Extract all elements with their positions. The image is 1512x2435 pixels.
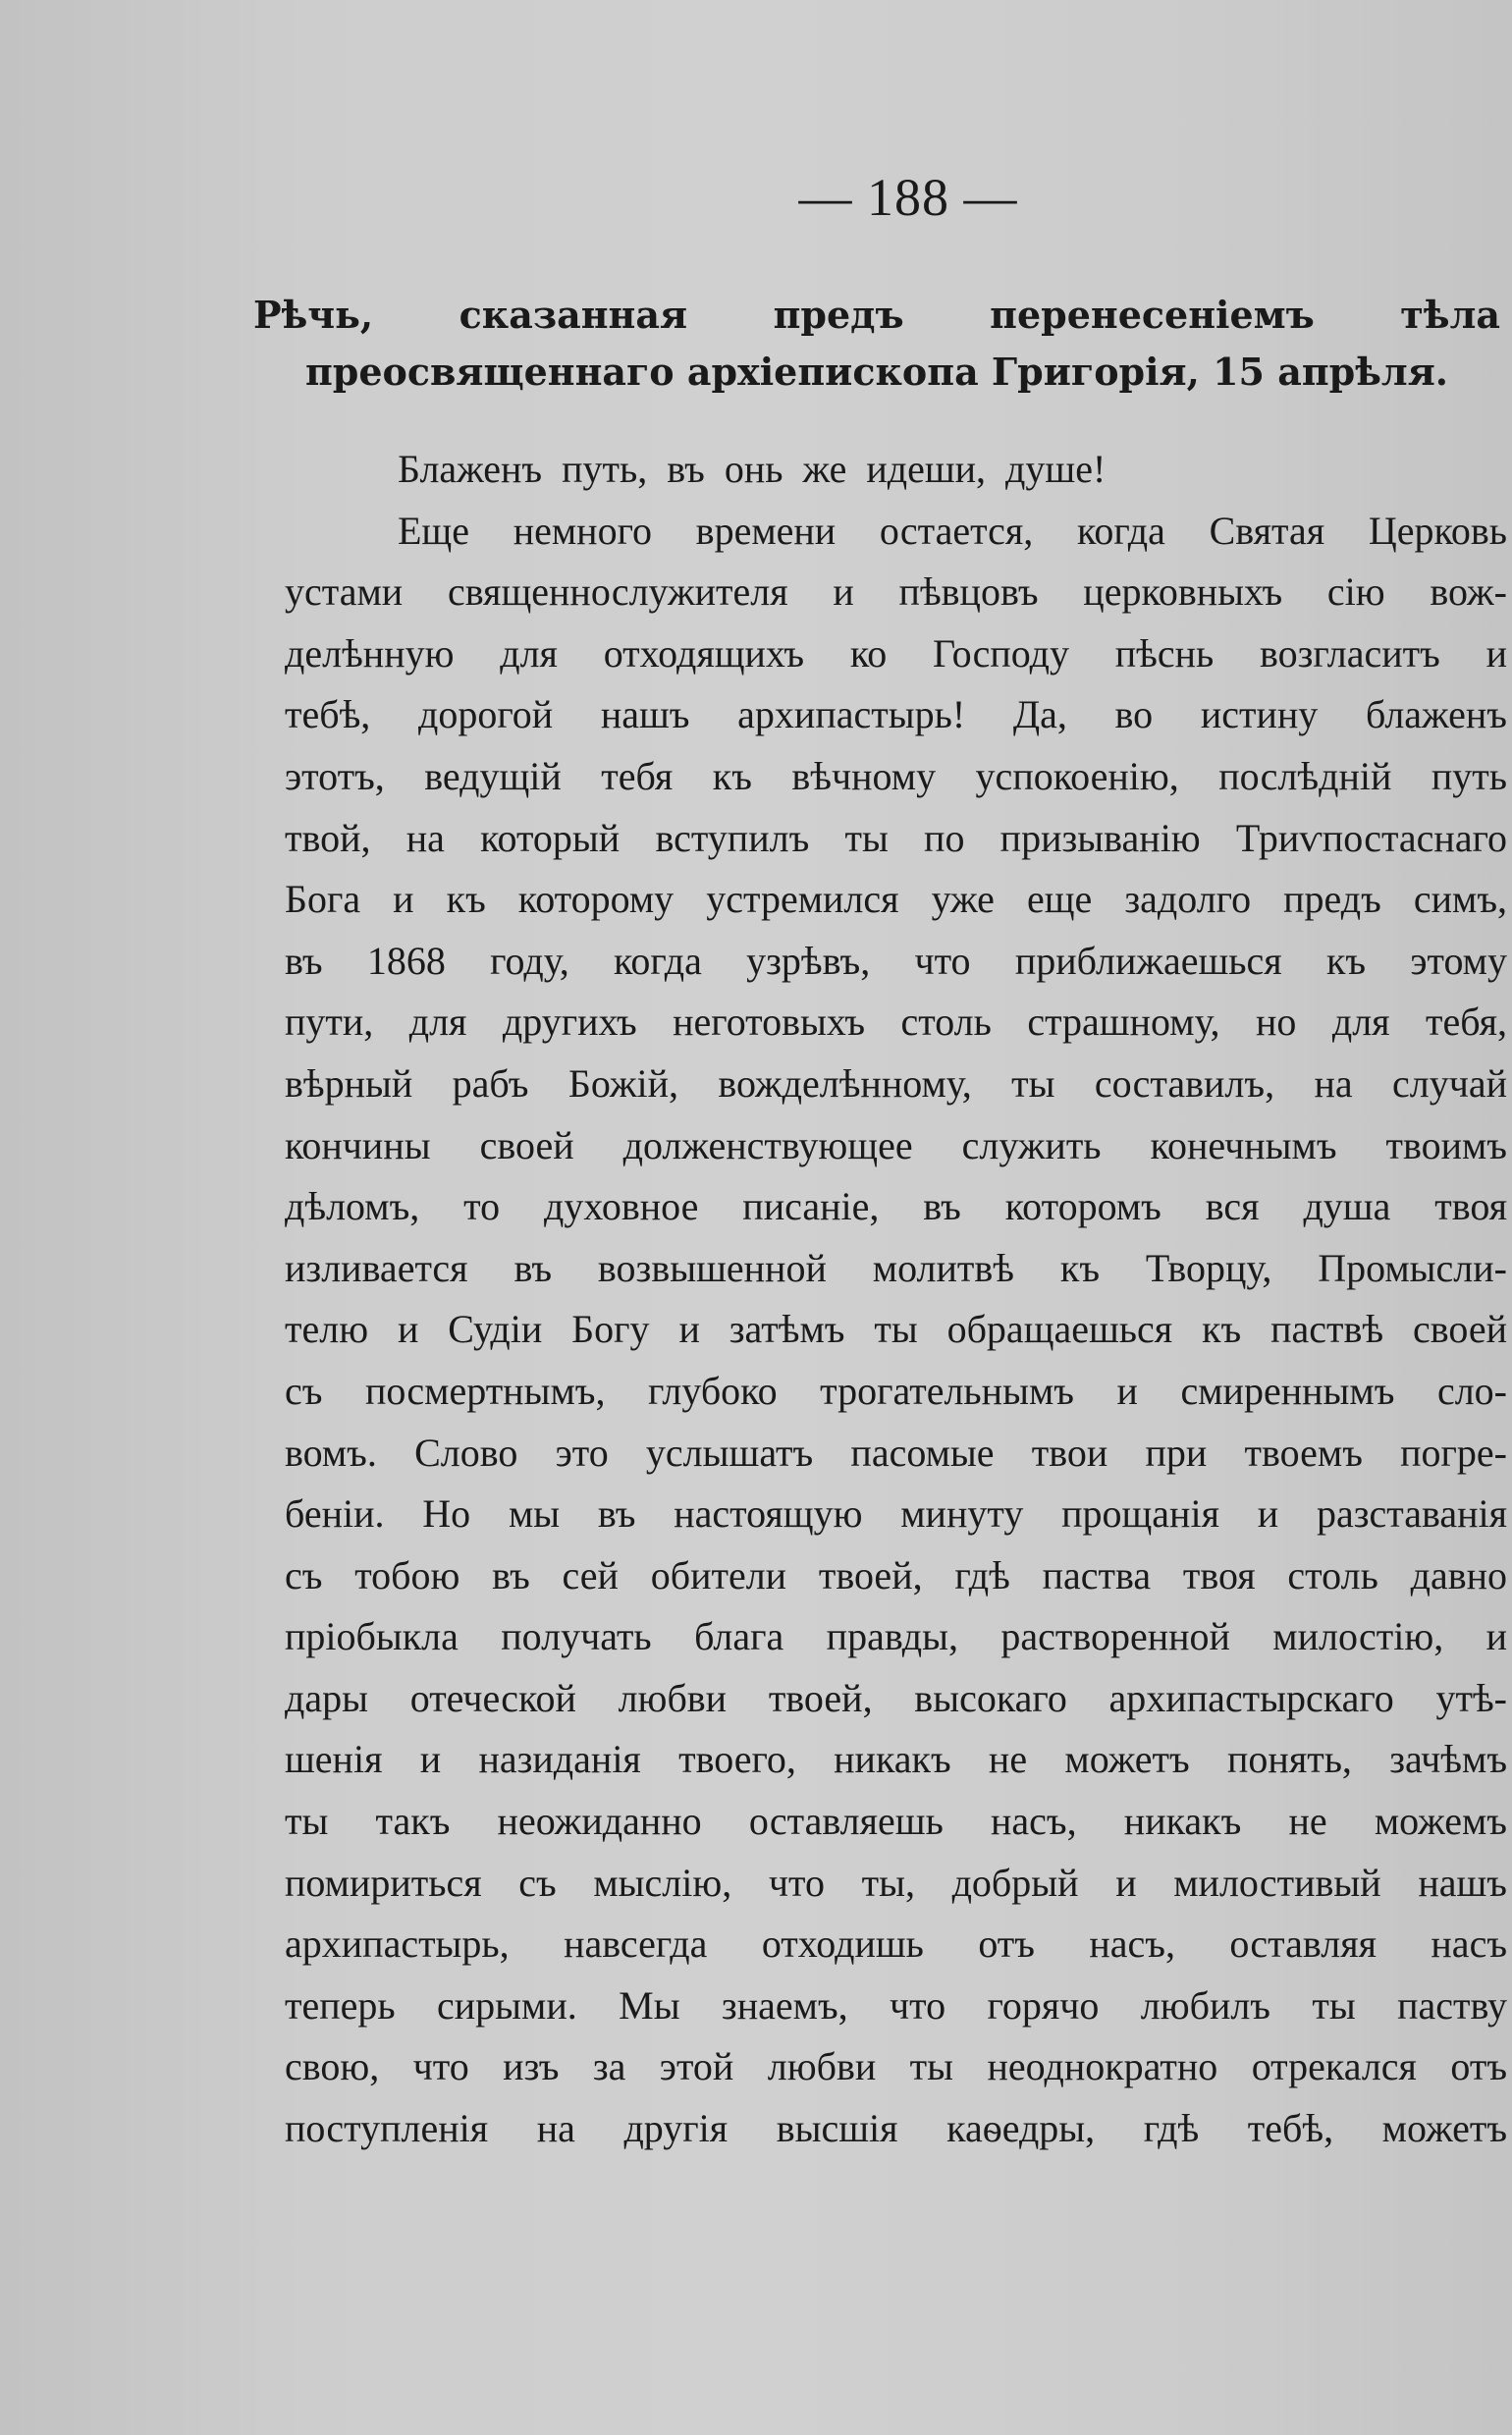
- text-line: твой, на который вступилъ ты по призыванію Триѵпостаснаго: [285, 815, 1507, 860]
- body-text: [285, 439, 1507, 2160]
- text-line: пути, для другихъ неготовыхъ столь страшному, но для тебя,: [285, 1000, 1507, 1045]
- text-line: изливается въ возвышенной молитвѣ къ Творцу, Промысли-: [285, 1245, 1507, 1290]
- text-line: кончины своей долженствующее служить конечнымъ твоимъ: [285, 1122, 1507, 1167]
- text-line: поступленія на другія высшія каѳедры, гдѣ тебѣ, можетъ: [285, 2106, 1507, 2151]
- text-line: телю и Судіи Богу и затѣмъ ты обращаешься къ паствѣ своей: [285, 1307, 1507, 1352]
- text-line: Бога и къ которому устремился уже еще задолго предъ симъ,: [285, 877, 1507, 922]
- text-line: пріобыкла получать блага правды, растворенной милостію, и: [285, 1614, 1507, 1659]
- text-line: Еще немного времени остается, когда Святая Церковь: [398, 508, 1507, 553]
- text-line: съ тобою въ сей обители твоей, гдѣ паства твоя столь давно: [285, 1552, 1507, 1597]
- text-line: этотъ, ведущій тебя къ вѣчному успокоенію, послѣдній путь: [285, 753, 1507, 798]
- text-line: делѣнную для отходящихъ ко Господу пѣснь возгласитъ и: [285, 630, 1507, 676]
- text-line: архипастырь, навсегда отходишь отъ насъ, оставляя насъ: [285, 1921, 1507, 1967]
- text-line: ты такъ неожиданно оставляешь насъ, никакъ не можемъ: [285, 1799, 1507, 1844]
- text-line: вомъ. Слово это услышатъ пасомые твои при твоемъ погре-: [285, 1430, 1507, 1475]
- text-line: Блаженъ путь, въ онь же идеши, душе!: [398, 447, 1107, 491]
- text-line: дары отеческой любви твоей, высокаго архипастырскаго утѣ-: [285, 1675, 1507, 1720]
- page-number: — 188 —: [798, 168, 1018, 227]
- text-line: устами священнослужителя и пѣвцовъ церковныхъ сію вож-: [285, 569, 1507, 615]
- speech-heading: Рѣчь, сказанная предъ перенесеніемъ тѣла преосвященнаго архіепископа Григорія, 15 апрѣля.: [253, 293, 1500, 394]
- text-line: беніи. Но мы въ настоящую минуту прощанія и разставанія: [285, 1491, 1507, 1537]
- text-line: съ посмертнымъ, глубоко трогательнымъ и смиреннымъ сло-: [285, 1368, 1507, 1413]
- text-line: вѣрный рабъ Божій, вожделѣнному, ты составилъ, на случай: [285, 1060, 1507, 1106]
- text-line: свою, что изъ за этой любви ты неоднократно отрекался отъ: [285, 2044, 1507, 2089]
- text-line: теперь сирыми. Мы знаемъ, что горячо любилъ ты паству: [285, 1982, 1507, 2028]
- text-line: въ 1868 году, когда узрѣвъ, что приближаешься къ этому: [285, 938, 1507, 983]
- text-line: помириться съ мыслію, что ты, добрый и милостивый нашъ: [285, 1860, 1507, 1905]
- text-line: дѣломъ, то духовное писаніе, въ которомъ вся душа твоя: [285, 1184, 1507, 1229]
- text-line: шенія и назиданія твоего, никакъ не можетъ понять, зачѣмъ: [285, 1737, 1507, 1782]
- text-line: тебѣ, дорогой нашъ архипастырь! Да, во истину блаженъ: [285, 692, 1507, 737]
